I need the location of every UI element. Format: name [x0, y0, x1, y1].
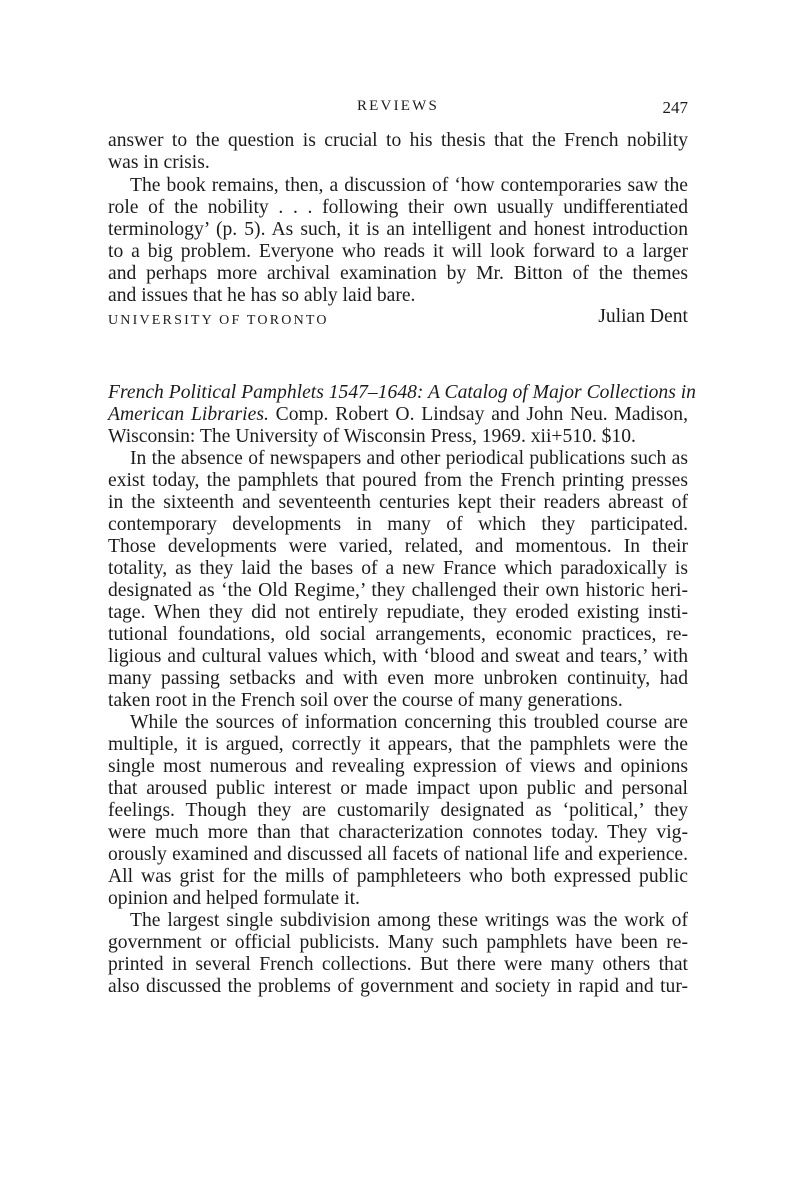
- review1-line-4: role of the nobility . . . following their own usually undifferentiated: [108, 197, 688, 218]
- review2-line-10: ligious and cultural values which, with ‘blood and sweat and tears,’ with: [108, 646, 688, 667]
- review2-line-14: multiple, it is argued, correctly it appears, that the pamphlets were the: [108, 734, 688, 755]
- review2-line-6: totality, as they laid the bases of a new France which paradoxically is: [108, 558, 688, 579]
- page-number: 247: [662, 98, 688, 117]
- review2-citation-line-3: Wisconsin: The University of Wisconsin Press, 1969. xii+510. $10.: [108, 426, 636, 447]
- reviewer-name: Julian Dent: [598, 306, 688, 327]
- review2-citation-title-1: French Political Pamphlets 1547–1648: A Catalog of Major Collections in: [108, 382, 696, 403]
- review1-line-5: terminology’ (p. 5). As such, it is an intelligent and honest introduction: [108, 219, 688, 240]
- review2-line-21: opinion and helped formulate it.: [108, 888, 360, 909]
- review2-line-7: designated as ‘the Old Regime,’ they challenged their own historic heri-: [108, 580, 688, 601]
- review1-line-7: and perhaps more archival examination by Mr. Bitton of the themes: [108, 263, 688, 284]
- review2-line-1: In the absence of newspapers and other periodical publications such as: [130, 448, 688, 469]
- review2-line-4: contemporary developments in many of which they participated.: [108, 514, 688, 535]
- review2-citation-title-2: American Libraries.: [108, 404, 269, 425]
- page-header: [108, 98, 688, 122]
- review2-line-22: The largest single subdivision among these writings was the work of: [130, 910, 688, 931]
- review2-line-18: were much more than that characterization connotes today. They vig-: [108, 822, 688, 843]
- review2-line-23: government or official publicists. Many such pamphlets have been re-: [108, 932, 688, 953]
- review2-line-25: also discussed the problems of government and society in rapid and tur-: [108, 976, 688, 997]
- review1-line-3: The book remains, then, a discussion of ‘how contemporaries saw the: [130, 175, 688, 196]
- review2-line-15: single most numerous and revealing expression of views and opinions: [108, 756, 688, 777]
- review2-line-2: exist today, the pamphlets that poured from the French printing presses: [108, 470, 688, 491]
- review1-line-8: and issues that he has so ably laid bare.: [108, 285, 416, 306]
- review2-line-9: tutional foundations, old social arrangements, economic practices, re-: [108, 624, 688, 645]
- running-head: REVIEWS: [356, 98, 440, 114]
- review2-line-13: While the sources of information concerning this troubled course are: [130, 712, 688, 733]
- review2-citation-line-2: [108, 404, 688, 426]
- review2-line-11: many passing setbacks and with even more unbroken continuity, had: [108, 668, 688, 689]
- review2-citation-rest-2: Comp. Robert O. Lindsay and John Neu. Madison,: [268, 404, 688, 425]
- review2-line-16: that aroused public interest or made impact upon public and personal: [108, 778, 688, 799]
- review2-line-20: All was grist for the mills of pamphleteers who both expressed public: [108, 866, 688, 887]
- review2-line-24: printed in several French collections. But there were many others that: [108, 954, 688, 975]
- review2-line-5: Those developments were varied, related, and momentous. In their: [108, 536, 688, 557]
- review2-line-17: feelings. Though they are customarily designated as ‘political,’ they: [108, 800, 688, 821]
- review2-line-8: tage. When they did not entirely repudiate, they eroded existing insti-: [108, 602, 688, 623]
- reviewer-affiliation: UNIVERSITY OF TORONTO: [108, 313, 329, 328]
- review1-line-6: to a big problem. Everyone who reads it will look forward to a larger: [108, 241, 688, 262]
- review2-line-19: orously examined and discussed all facets of national life and experience.: [108, 844, 688, 865]
- review2-line-12: taken root in the French soil over the course of many generations.: [108, 690, 623, 711]
- review2-line-3: in the sixteenth and seventeenth centuries kept their readers abreast of: [108, 492, 688, 513]
- review1-line-2: was in crisis.: [108, 152, 210, 173]
- review1-line-1: answer to the question is crucial to his thesis that the French nobility: [108, 130, 688, 151]
